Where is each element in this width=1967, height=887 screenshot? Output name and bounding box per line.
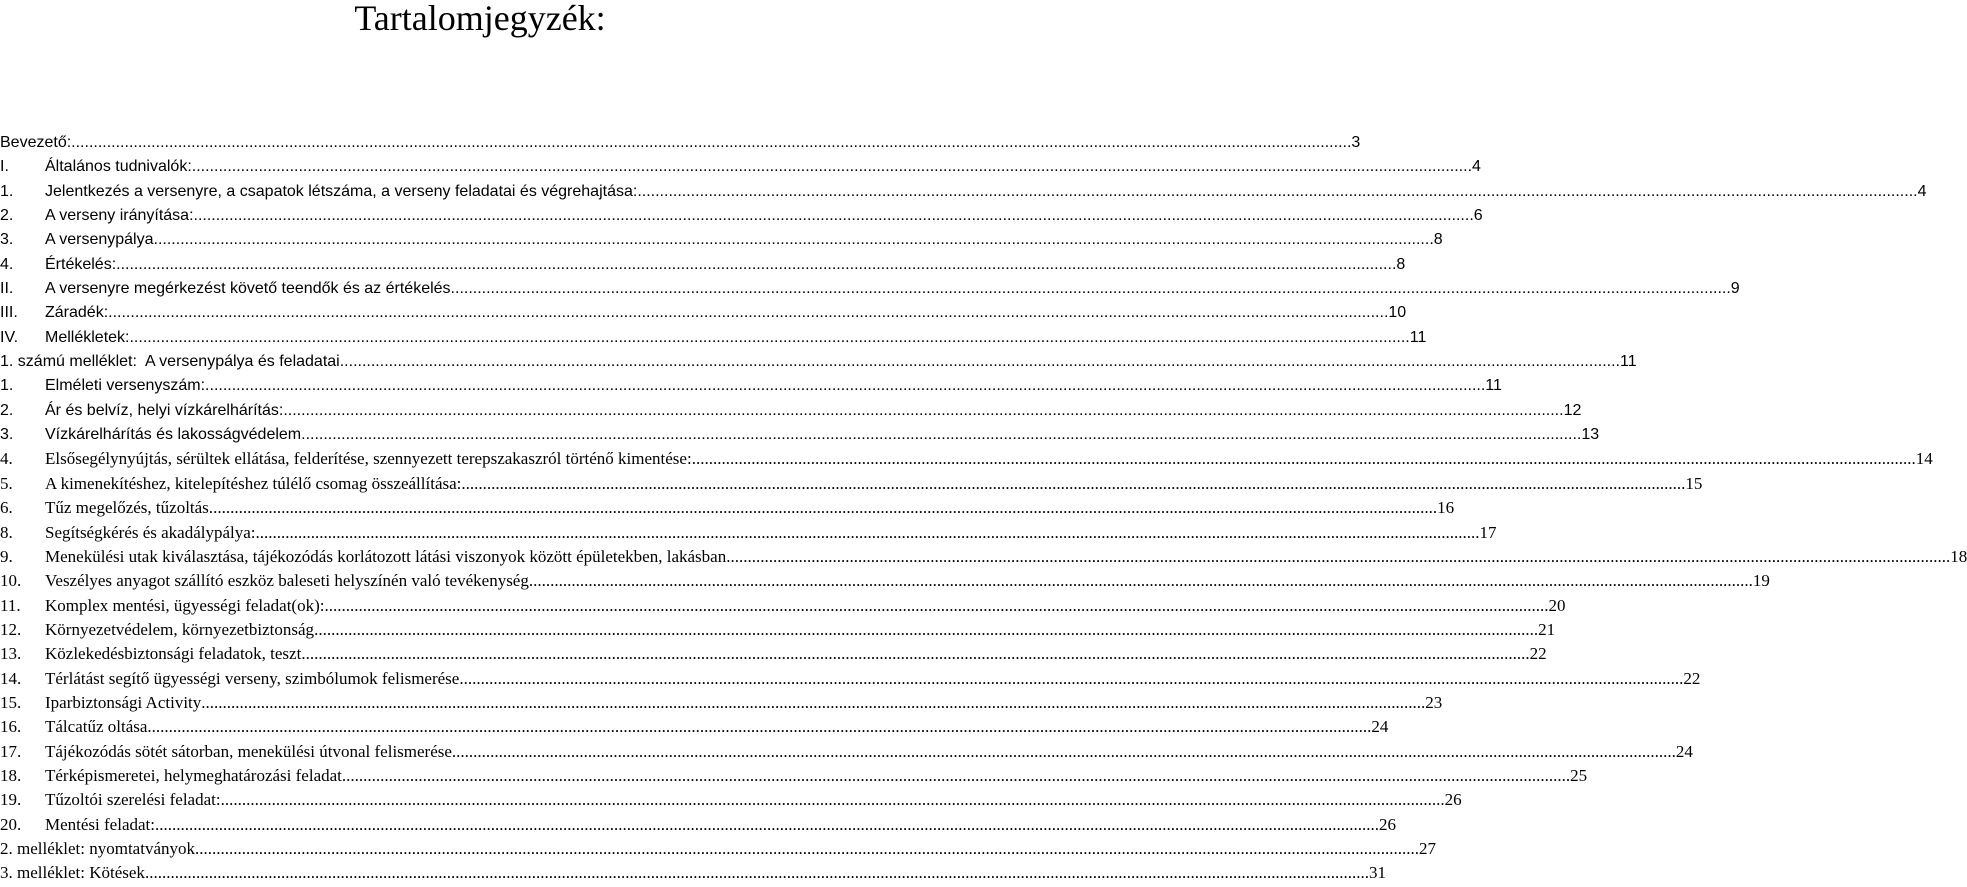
toc-entry-number: III.: [0, 304, 18, 322]
toc-entry-label: Záradék:: [45, 304, 109, 322]
toc-entry[interactable]: [0, 521, 1497, 545]
toc-entry[interactable]: [0, 642, 1547, 666]
toc-entry-number: 1.: [0, 377, 14, 395]
toc-entry-label: Vízkárelhárítás és lakosságvédelem: [45, 426, 302, 444]
toc-entry[interactable]: [0, 788, 1462, 812]
toc-entry-label: Mellékletek:: [45, 328, 130, 346]
toc-entry-label: Elsősegélynyújtás, sérültek ellátása, felderítése, szennyezett terepszakaszról történő kimentése:: [45, 449, 692, 469]
toc-entry-number: 9.: [0, 546, 13, 566]
toc-entry-page: 15: [1685, 473, 1703, 493]
toc-entry[interactable]: [0, 861, 1386, 885]
toc-entry-page: 4: [1472, 158, 1481, 176]
dot-leader: [145, 861, 1369, 885]
dot-leader: [221, 788, 1445, 812]
toc-entry[interactable]: [0, 837, 1436, 861]
dot-leader: [108, 301, 1388, 325]
dot-leader: [692, 447, 1916, 471]
toc-entry[interactable]: [0, 326, 1427, 350]
toc-entry-label: A kimenekítéshez, kitelepítéshez túlélő csomag összeállítása:: [45, 473, 462, 493]
toc-entry-page: 3: [1351, 134, 1361, 151]
toc-entry-page: 11: [1485, 377, 1502, 395]
toc-entry-label: A versenypálya: [45, 231, 154, 249]
toc-entry[interactable]: [0, 569, 1770, 593]
toc-entry-page: 22: [1529, 644, 1547, 664]
dot-leader: [283, 399, 1563, 423]
toc-entry-number: 17.: [0, 741, 22, 761]
toc-entry[interactable]: [0, 764, 1588, 788]
dot-leader: [306, 642, 1530, 666]
toc-entry-number: 13.: [0, 644, 22, 664]
toc-entry[interactable]: [0, 253, 1406, 277]
toc-entry-label: Menekülési utak kiválasztása, tájékozódás korlátozott látási viszonyok között épületekben, lakásban: [45, 546, 727, 566]
toc-entry-page: 17: [1479, 522, 1497, 542]
table-of-contents: [0, 131, 1967, 886]
toc-entry[interactable]: [0, 399, 1582, 423]
toc-entry[interactable]: [0, 374, 1502, 398]
toc-entry-label: Környezetvédelem, környezetbiztonság: [45, 619, 315, 639]
dot-leader: [116, 253, 1396, 277]
toc-entry-page: 24: [1371, 717, 1389, 737]
dot-leader: [155, 813, 1379, 837]
toc-entry-number: 2.: [0, 401, 14, 419]
toc-entry[interactable]: [0, 740, 1693, 764]
toc-entry-number: 4.: [0, 255, 14, 273]
toc-entry-number: 11.: [0, 595, 21, 615]
toc-entry[interactable]: [0, 715, 1389, 739]
dot-leader: [256, 521, 1480, 545]
toc-entry-label: Értékelés:: [45, 255, 117, 273]
toc-entry-label: Jelentkezés a versenyre, a csapatok létszáma, a verseny feladatai és végrehajtása:: [45, 182, 638, 200]
toc-entry-label: Tálcatűz oltása: [45, 717, 148, 737]
toc-entry[interactable]: [0, 618, 1556, 642]
toc-entry-label: Ár és belvíz, helyi vízkárelhárítás:: [45, 401, 284, 419]
toc-entry-page: 16: [1437, 498, 1455, 518]
toc-entry[interactable]: [0, 155, 1481, 179]
dot-leader: [452, 740, 1676, 764]
toc-entry-label: Tájékozódás sötét sátorban, menekülési útvonal felismerése: [45, 741, 452, 761]
toc-entry-page: 9: [1730, 280, 1740, 298]
dot-leader: [314, 618, 1538, 642]
toc-entry-number: 15.: [0, 692, 22, 712]
toc-entry-page: 18: [1950, 546, 1967, 566]
toc-entry-number: 16.: [0, 717, 22, 737]
dot-leader: [205, 374, 1485, 398]
toc-entry-page: 19: [1752, 571, 1770, 591]
toc-entry-page: 6: [1473, 207, 1483, 225]
dot-leader: [726, 545, 1950, 569]
toc-entry-number: 1.: [0, 182, 14, 200]
toc-entry[interactable]: [0, 350, 1637, 374]
dot-leader: [340, 350, 1620, 374]
toc-entry-label: Veszélyes anyagot szállító eszköz baleseti helyszínén való tevékenység: [45, 571, 529, 591]
toc-entry-number: 19.: [0, 790, 22, 810]
toc-entry-number: II.: [0, 280, 14, 298]
toc-entry-label: Bevezető:: [0, 134, 72, 151]
toc-entry-page: 10: [1388, 304, 1407, 322]
dot-leader: [154, 228, 1434, 252]
toc-entry-label: A versenypálya és feladatai: [144, 353, 340, 371]
toc-entry-label: Térlátást segítő ügyességi verseny, szimbólumok felismerése: [45, 668, 460, 688]
toc-entry-page: 11: [1409, 328, 1427, 346]
toc-entry-page: 13: [1581, 426, 1600, 444]
dot-leader: [461, 472, 1685, 496]
toc-entry[interactable]: [0, 131, 1361, 155]
page-title: Tartalomjegyzék:: [354, 0, 606, 38]
toc-entry[interactable]: [0, 423, 1600, 447]
toc-entry[interactable]: [0, 496, 1455, 520]
dot-leader: [201, 691, 1425, 715]
toc-entry-label: Közlekedésbiztonsági feladatok, teszt.: [45, 644, 306, 664]
toc-entry-number: 2.: [0, 207, 14, 225]
dot-leader: [324, 594, 1548, 618]
toc-entry-number: 1. számú melléklet:: [0, 353, 137, 371]
toc-entry-number: 6.: [0, 498, 13, 518]
toc-entry-number: 3.: [0, 231, 14, 249]
dot-leader: [346, 764, 1570, 788]
toc-entry-page: 12: [1563, 401, 1582, 419]
toc-entry-number: 18.: [0, 765, 22, 785]
toc-entry-page: 27: [1419, 838, 1436, 858]
toc-entry-number: 14.: [0, 668, 22, 688]
toc-entry-number: 4.: [0, 449, 13, 469]
dot-leader: [451, 277, 1731, 301]
toc-entry-page: 31: [1368, 863, 1386, 883]
toc-entry[interactable]: [0, 472, 1703, 496]
toc-entry-number: I.: [0, 158, 9, 176]
dot-leader: [459, 667, 1683, 691]
toc-entry-label: Mentési feladat:: [45, 814, 155, 834]
toc-entry-label: Általános tudnivalók:: [45, 158, 192, 176]
toc-entry-label: Tűzoltói szerelési feladat:: [45, 790, 221, 810]
toc-entry-label: Komplex mentési, ügyességi feladat(ok):: [45, 595, 325, 615]
toc-entry[interactable]: [0, 180, 1927, 204]
toc-entry-number: 3.: [0, 426, 14, 444]
toc-entry[interactable]: [0, 667, 1701, 691]
toc-entry-label: Elméleti versenyszám:: [45, 377, 206, 395]
toc-entry[interactable]: [0, 594, 1566, 618]
dot-leader: [129, 326, 1409, 350]
toc-entry-label: Iparbiztonsági Activity: [45, 692, 202, 712]
toc-entry-page: 24: [1675, 741, 1693, 761]
toc-entry-page: 20: [1548, 595, 1566, 615]
toc-entry-page: 4: [1917, 182, 1927, 200]
toc-entry[interactable]: [0, 301, 1407, 325]
toc-entry-page: 8: [1396, 255, 1406, 273]
toc-entry-number: 20.: [0, 814, 22, 834]
toc-entry-label: Térképismeretei, helymeghatározási feladat.: [45, 765, 347, 785]
toc-entry[interactable]: [0, 447, 1933, 471]
dot-leader: [147, 715, 1371, 739]
toc-entry-number: 8.: [0, 522, 13, 542]
toc-entry-page: 14: [1915, 449, 1933, 469]
toc-entry[interactable]: [0, 813, 1396, 837]
dot-leader: [71, 131, 1351, 155]
dot-leader: [637, 180, 1917, 204]
toc-entry-page: 22: [1683, 668, 1701, 688]
dot-leader: [301, 423, 1581, 447]
toc-entry-page: 26: [1444, 790, 1462, 810]
toc-entry-page: 8: [1433, 231, 1443, 249]
toc-entry-number: IV.: [0, 328, 19, 346]
toc-entry-number: 5.: [0, 473, 13, 493]
toc-entry-page: 11: [1619, 353, 1637, 371]
toc-entry-number: 12.: [0, 619, 22, 639]
toc-entry-label: A versenyre megérkezést követő teendők és az értékelés: [45, 280, 451, 298]
dot-leader: [194, 204, 1474, 228]
toc-entry[interactable]: [0, 204, 1483, 228]
toc-entry-page: 25: [1570, 765, 1588, 785]
dot-leader: [192, 155, 1472, 179]
dot-leader: [195, 837, 1419, 861]
toc-entry-label: Segítségkérés és akadálypálya:: [45, 522, 256, 542]
toc-entry-page: 21: [1538, 619, 1556, 639]
toc-entry-label: Tűz megelőzés, tűzoltás.: [45, 498, 214, 518]
toc-entry-label: A verseny irányítása:: [45, 207, 194, 225]
dot-leader: [213, 496, 1437, 520]
toc-entry[interactable]: [0, 691, 1443, 715]
dot-leader: [529, 569, 1753, 593]
toc-entry-number: 10.: [0, 571, 22, 591]
toc-entry[interactable]: [0, 545, 1967, 569]
toc-entry-label: 3. melléklet: Kötések: [0, 863, 145, 883]
toc-entry-page: 23: [1425, 692, 1443, 712]
toc-entry[interactable]: [0, 228, 1443, 252]
toc-entry-page: 26: [1379, 814, 1396, 834]
toc-entry[interactable]: [0, 277, 1740, 301]
toc-entry-label: 2. melléklet: nyomtatványok: [0, 838, 195, 858]
